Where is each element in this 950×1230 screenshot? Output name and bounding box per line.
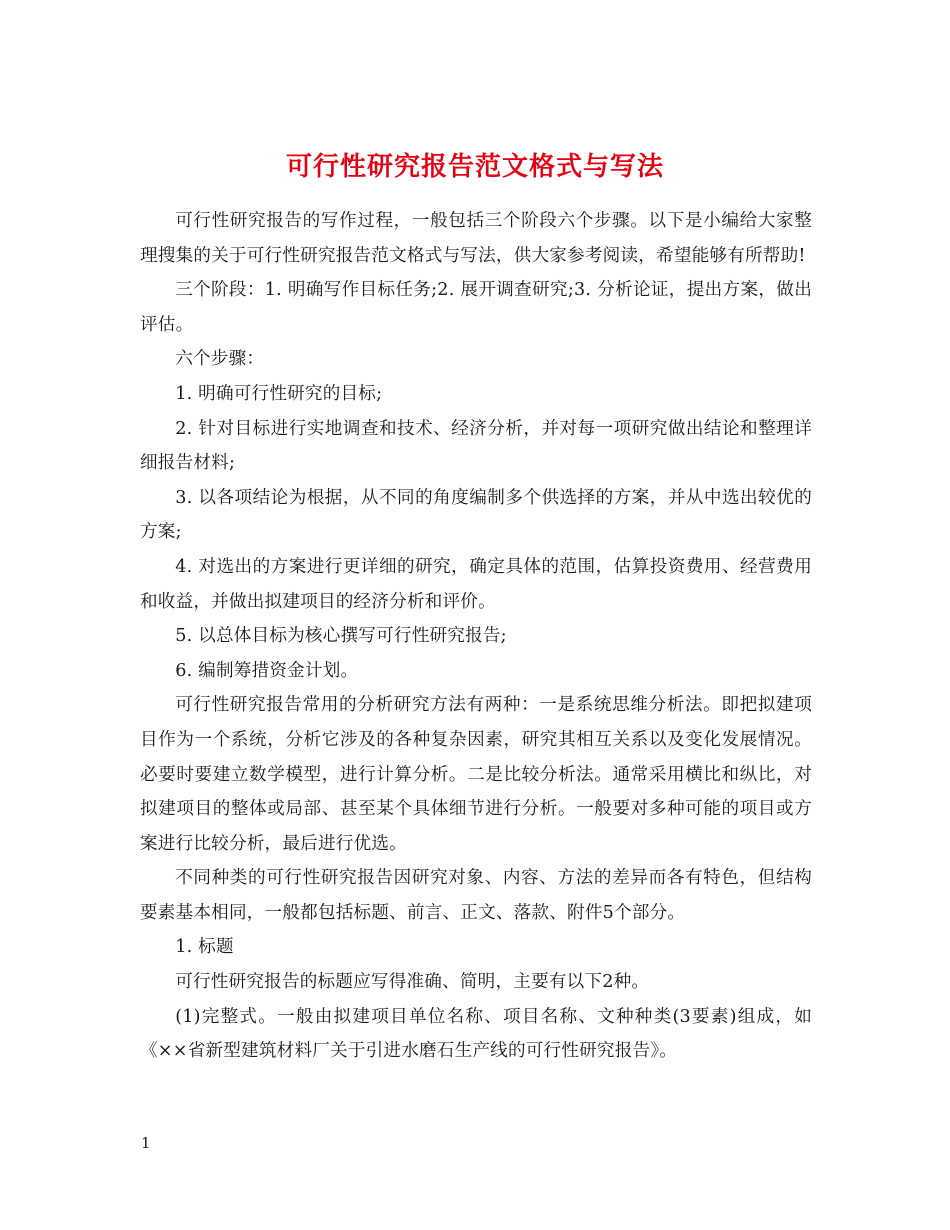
document-body [140,204,812,1069]
paragraph-step-4: 4. 对选出的方案进行更详细的研究，确定具体的范围，估算投资费用、经营费用和收益，并做出拟建项目的经济分析和评价。 [140,556,812,612]
paragraph-step-5: 5. 以总体目标为核心撰写可行性研究报告; [175,626,507,647]
paragraph-step-1: 1. 明确可行性研究的目标; [175,383,383,404]
paragraph-structure: 不同种类的可行性研究报告因研究对象、内容、方法的差异而各有特色，但结构要素基本相同，一般都包括标题、前言、正文、落款、附件5个部分。 [140,868,812,923]
paragraph-complete-form: (1)完整式。一般由拟建项目单位名称、项目名称、文种种类(3要素)组成，如《××省新型建筑材料厂关于引进水磨石生产线的可行性研究报告》。 [140,1006,812,1062]
paragraph-title-requirements: 可行性研究报告的标题应写得准确、简明，主要有以下2种。 [175,972,650,993]
paragraph-step-3: 3. 以各项结论为根据，从不同的角度编制多个供选择的方案，并从中选出较优的方案; [140,487,812,543]
paragraph-intro: 可行性研究报告的写作过程，一般包括三个阶段六个步骤。以下是小编给大家整理搜集的关于可行性研究报告范文格式与写法，供大家参考阅读，希望能够有所帮助! [140,211,812,266]
document-title: 可行性研究报告范文格式与写法 [285,152,664,183]
paragraph-methods: 可行性研究报告常用的分析研究方法有两种：一是系统思维分析法。即把拟建项目作为一个系统，分析它涉及的各种复杂因素，研究其相互关系以及变化发展情况。必要时要建立数学模型，进行计算分析。二是比较分析法。通常采用横比和纵比，对拟建项目的整体或局部、甚至某个具体细节进行分析。一般要对多种可能的项目或方案进行比较分析，最后进行优选。 [140,695,812,854]
paragraph-step-6: 6. 编制筹措资金计划。 [175,660,359,681]
paragraph-three-stages: 三个阶段：1. 明确写作目标任务;2. 展开调查研究;3. 分析论证，提出方案，做出评估。 [140,280,812,335]
page-number: 1 [141,1134,151,1152]
paragraph-step-2: 2. 针对目标进行实地调查和技术、经济分析，并对每一项研究做出结论和整理详细报告材料; [140,418,812,474]
section-heading-title: 1. 标题 [175,937,234,958]
paragraph-six-steps-heading: 六个步骤： [175,349,265,370]
